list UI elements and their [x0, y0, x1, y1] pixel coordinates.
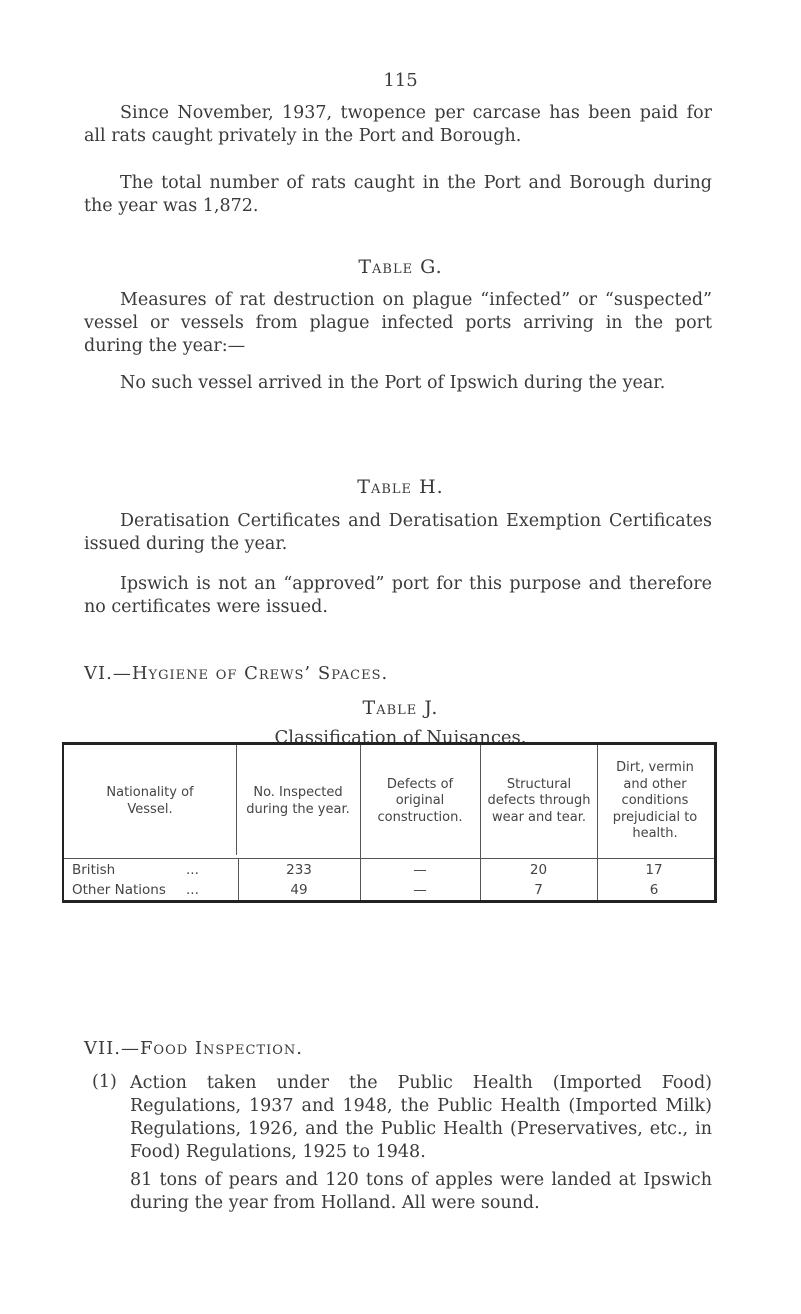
table-j-subtitle: Classification of Nuisances. [274, 727, 527, 748]
cell-dirt: 17 [645, 862, 663, 878]
cell-structural: 20 [529, 862, 548, 878]
paragraph-approved-port: Ipswich is not an “approved” port for this purpose and therefore no certificates were issued. [84, 574, 712, 617]
header-dirt-vermin: Dirt, vermin and other conditions prejudicial to health. [612, 760, 698, 842]
paragraph-no-vessel: No such vessel arrived in the Port of Ipswich during the year. [120, 373, 666, 393]
cell-original: — [413, 862, 427, 878]
header-inspected: No. Inspected during the year. [246, 785, 350, 817]
cell-nationality: British [72, 862, 116, 878]
item-1-label: (1) [92, 1072, 117, 1092]
header-original-defects: Defects of original construction. [377, 776, 463, 825]
cell-dirt: 6 [649, 882, 659, 898]
cell-original: — [413, 882, 427, 898]
paragraph-regulations: Action taken under the Public Health (Imported Food) Regulations, 1937 and 1948, the Public Health (Imported Milk) Regulations, 1926, and the Public Health (Preservatives, etc., in Food) Regulations, 1925 to 1948. [130, 1073, 712, 1162]
cell-dots: ... [186, 882, 199, 898]
paragraph-plague-measures: Measures of rat destruction on plague “infected” or “suspected” vessel or vessels from plague infected ports arriving in the port during the year:— [84, 290, 712, 356]
header-structural-defects: Structural defects through wear and tear. [487, 776, 591, 825]
paragraph-rat-payment: Since November, 1937, twopence per carcase has been paid for all rats caught privately in the Port and Borough. [84, 103, 712, 146]
cell-structural: 7 [534, 882, 543, 898]
col-divider [236, 745, 237, 855]
table-h-title: Table H. [357, 476, 444, 498]
cell-nationality: Other Nations [72, 882, 166, 898]
cell-dots: ... [186, 862, 199, 878]
nuisances-table [62, 742, 717, 903]
section-vii-heading: VII.—Food Inspection. [84, 1038, 304, 1059]
cell-inspected: 233 [286, 862, 312, 878]
paragraph-deratisation: Deratisation Certificates and Deratisation Exemption Certificates issued during the year. [84, 511, 712, 554]
page-number: 115 [383, 70, 418, 91]
header-divider [64, 858, 714, 859]
paragraph-fruit-landed: 81 tons of pears and 120 tons of apples were landed at Ipswich during the year from Holland. All were sound. [130, 1170, 712, 1213]
table-g-title: Table G. [358, 256, 443, 278]
paragraph-rat-total: The total number of rats caught in the Port and Borough during the year was 1,872. [84, 173, 712, 216]
table-j-title: Table J. [362, 697, 439, 719]
section-vi-heading: VI.—Hygiene of Crews’ Spaces. [84, 663, 389, 684]
cell-inspected: 49 [290, 882, 308, 898]
header-nationality: Nationality of Vessel. [106, 785, 194, 817]
